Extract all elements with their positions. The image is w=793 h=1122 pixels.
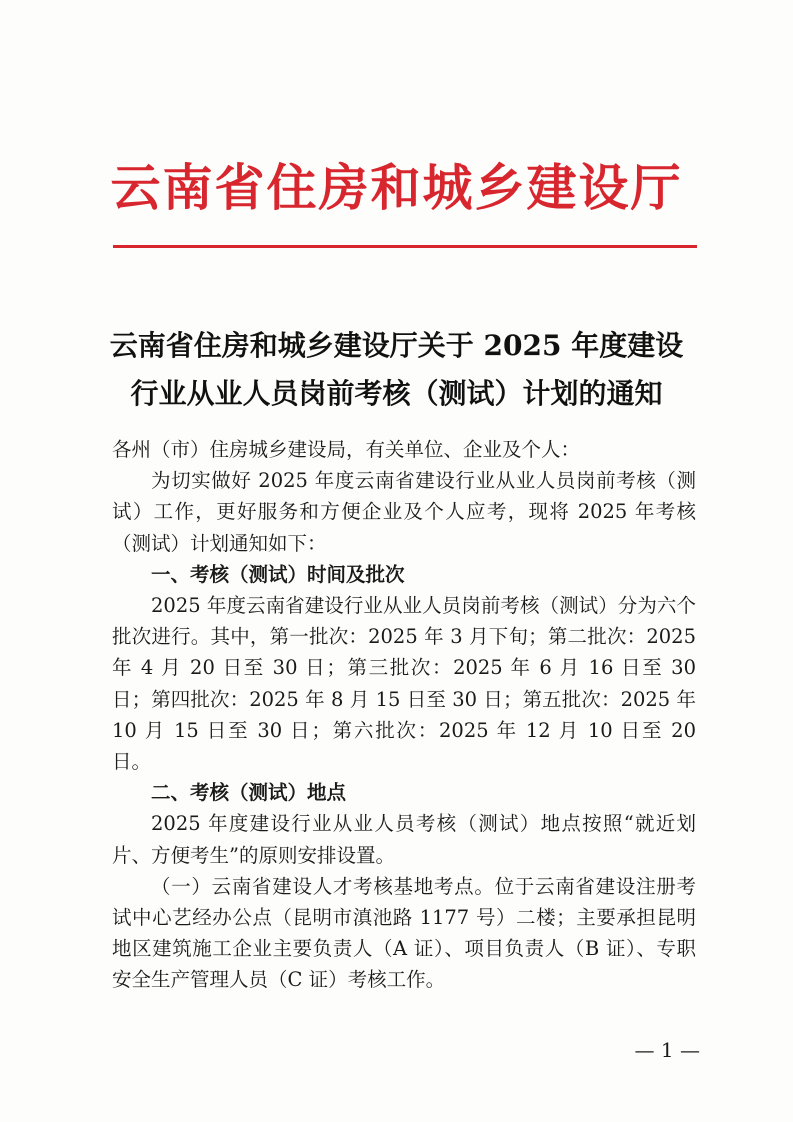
page-number: — 1 — bbox=[634, 1038, 700, 1062]
salutation: 各州（市）住房城乡建设局，有关单位、企业及个人： bbox=[112, 438, 581, 461]
document-body bbox=[112, 434, 696, 996]
intro-paragraph: 为切实做好 2025 年度云南省建设行业从业人员岗前考核（测试）工作，更好服务和方便企业及个人应考，现将 2025 年考核（测试）计划通知如下： bbox=[112, 469, 696, 555]
masthead-org-name: 云南省住房和城乡建设厅 bbox=[110, 159, 683, 217]
section-1-heading: 一、考核（测试）时间及批次 bbox=[151, 562, 405, 586]
document-title bbox=[100, 322, 693, 418]
section-2-item-1: （一）云南省建设人才考核基地考点。位于云南省建设注册考试中心艺经办公点（昆明市滇池路 1177 号）二楼；主要承担昆明地区建筑施工企业主要负责人（A 证）、项目负责人（B 证）、专职安全生产管理人员（C 证）考核工作。 bbox=[112, 874, 696, 992]
document-title-line-1: 云南省住房和城乡建设厅关于 2025 年度建设 bbox=[109, 329, 684, 362]
document-title-line-2: 行业从业人员岗前考核（测试）计划的通知 bbox=[130, 377, 663, 410]
masthead-red-rule bbox=[113, 245, 697, 248]
section-1-body: 2025 年度云南省建设行业从业人员岗前考核（测试）分为六个批次进行。其中，第一批次：2025 年 3 月下旬；第二批次：2025 年 4 月 20 日至 30 日；第三批次：2025 年 6 月 16 日至 30 日；第四批次：2025 年 8 月 15 日至 30 日；第五批次：2025 年 10 月 15 日至 30 日；第六批次：2025 年 12 月 10 日至 20 日。 bbox=[112, 594, 696, 774]
section-2-body: 2025 年度建设行业从业人员考核（测试）地点按照“就近划片、方便考生”的原则安排设置。 bbox=[112, 812, 696, 867]
section-2-heading: 二、考核（测试）地点 bbox=[151, 781, 347, 805]
